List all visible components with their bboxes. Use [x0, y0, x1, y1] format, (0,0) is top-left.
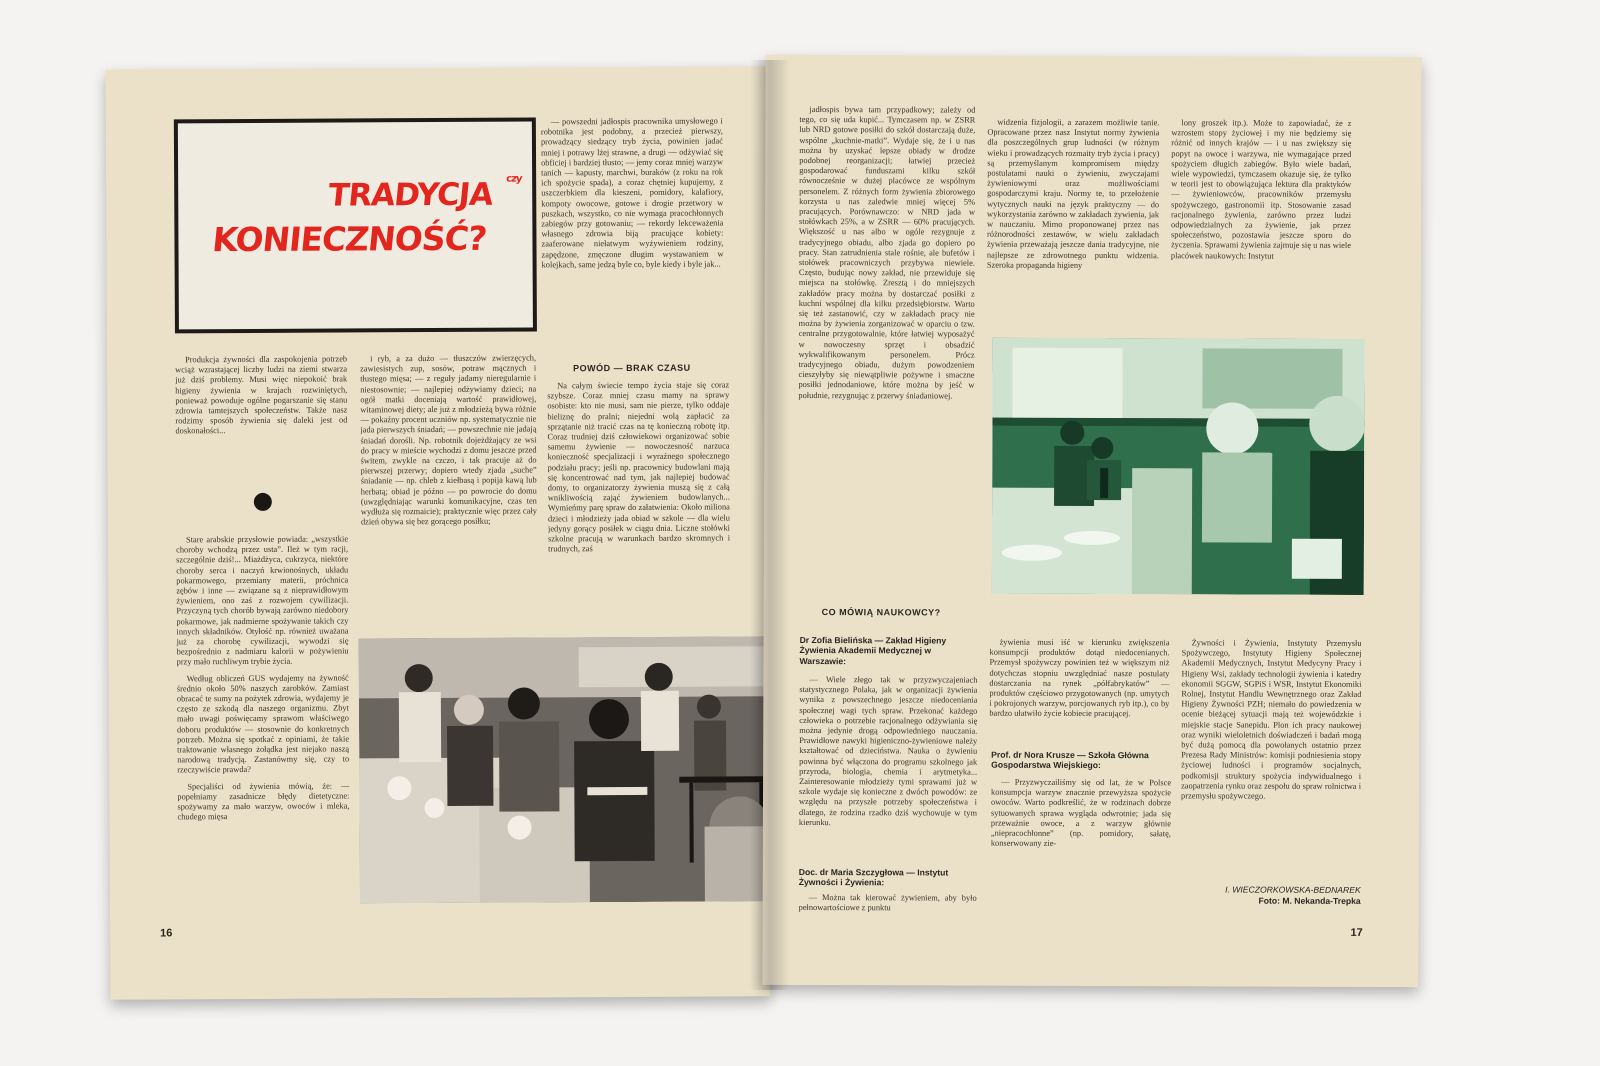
left-col1-text-c: Specjaliści od żywienia mówią, że: — popełniamy zasadnicze błędy dietetyczne: spożywamy za mało warzyw, owoców i mleka, chudego mięsa — [177, 781, 350, 822]
left-col3-text-b: Na całym świecie tempo życia staje się coraz szybsze. Coraz mniej czasu mamy na sprawy osobiste: kto nie musi, sam nie pierze, tylko oddaje bieliznę do pralni; niejedni wolą zapłacić za sprzątanie niż tracić czas na tę konieczną robotę itp. Coraz trudniej dziś człowiekowi organizować sobie samemu żywienie — nowoczesność narzuca konieczność specjalizacji i wyraźnego społecznego podziału pracy; jeśli np. pracownicy budowlani mają się koncentrować nad tym, jak najlepiej budować domy, to organizatorzy żywienia muszą się z całą wnikliwością zająć żywieniem budowlanych... Wymieńmy parę spraw do załatwienia: Około miliona dzieci i młodzieży jada obiad w szkole — dla wielu jedyny gorący posiłek w ciągu dnia. Liczne stołówki szkolne pracują w warunkach bardzo skromnych i trudnych, zaś — [547, 380, 731, 554]
right-col3-top — [1171, 118, 1352, 309]
author-2: Doc. dr Maria Szczygłowa — Instytut Żywności i Żywienia: — [798, 866, 949, 888]
right-col3-text-b: Żywności i Żywienia, Instytuty Przemysłu Spożywczego, Instytuty Higieny Społecznej Akademii Medycznych, Instytut Medycyny Pracy i Higieny Wsi, zakłady technologii żywienia i katedry ekonomii SGGW, SGPiS i WSR, Instytut Ekonomiki Rolnej, Instytut Handlu Wewnętrznego oraz Zakład Higieny Żywności PZH; niemało do powiedzenia w ocenie bieżącej sytuacji mają też wojewódzkie i miejskie stacje Sanepidu. Plon ich pracy naukowej oraz wyniki wieloletnich doświadczeń i badań mogą być dużą pomocą dla powołanych ostatnio przez Prezesa Rady Ministrów: komisji podniesienia stopy życiowej ludności i programów socjalnych, podkomisji struktury spożycia indywidualnego i zaopatrzenia rynku oraz zespołu do spraw rolnictwa i przemysłu spożywczego. — [1181, 638, 1362, 801]
byline: I. WIECZORKOWSKA-BEDNAREK — [1225, 884, 1361, 895]
canteen-photo-1-image — [359, 636, 780, 903]
right-col1-top-b — [798, 531, 976, 592]
credits — [1181, 884, 1361, 907]
title-line-2: KONIECZNOŚĆ? — [210, 218, 488, 260]
left-col3-text: — powszedni jadłospis pracownika umysłowego i robotnika jest podobny, a przecież pierwszy, prowadzący siedzący tryb życia, powinien jadać mniej i potrawy lżej strawne, a drugi — odżywiać się obficiej i bardziej tłusto; — jemy coraz mniej warzyw tanich — kapusty, marchwi, buraków (z roku na rok ich spożycie spada), a coraz chętniej kupujemy, z uszczerbkiem dla kieszeni, pomidory, kalafiory, kompoty owocowe, gotowe i drogie przetwory w puszkach, wszystko, co nie wymaga pracochłonnych zabiegów przy gotowaniu; — rekordy lekceważenia własnego zdrowia biją pracujące kobiety: zaaferowane niełatwym wyżywieniem rodziny, zapędzone, zmęczone długim wystawaniem w kolejkach, same jedzą byle co, byle kiedy i byle jak... — [540, 116, 724, 270]
right-col1-bottom — [799, 675, 978, 864]
page-number-left: 16 — [160, 927, 173, 940]
left-col1-text: Stare arabskie przysłowie powiada: „wszystkie choroby wchodzą przez usta”. Ileż w tym racji, szczególnie dziś!... Miażdżyca, cukrzyca, niektóre choroby serca i naczyń krwionośnych, układu pokarmowego, przemiany materii, próchnica zębów i inne — związane są z nieprawidłowym żywieniem, ono zaś z rozwojem cywilizacji. Przyczyną tych chorób bywają zarówno niedobory pokarmowe, jak nadmierne spożywanie takich czy innych składników. Otyłość np. również uważana już za chorobę cywilizacji, wywodzi się bezpośrednio z nadmiaru kalorii w pożywieniu przy mało ruchliwym trybie życia. — [176, 534, 349, 667]
right-col1-top — [798, 105, 975, 521]
left-col2-text: i ryb, a za dużo — tłuszczów zwierzęcych, zawiesistych zup, sosów, potraw mącznych i tłustego mięsa; — z reguły jadamy nieregularnie i niestosownie; — najlepiej odżywiamy dzieci; na ogół matki doceniają wartość prawidłowej, witaminowej diety; ale już z młodzieżą bywa różnie — pokaźny procent uczniów np. systematycznie nie jada pierwszych śniadań; — powszechnie nie jadają śniadań dorośli. Np. robotnik dojeżdżający ze wsi do pracy w mieście wychodzi z domu jeszcze przed świtem, zwykle na czczo, i tak pracuje aż do pierwszej przerwy; dopiero wtedy zjada „suche” śniadanie — np. chleb z kiełbasą i popija kawą lub herbatą; obiad je późno — po powrocie do domu (uwzględniając warunki komunikacyjne, czas ten wydłuża się rozmaicie); praktycznie więc przez cały dzień obywa się bez gorącego posiłku; — [360, 353, 537, 527]
left-col3-top — [541, 117, 724, 348]
right-col2-bottom — [989, 638, 1169, 749]
intro-paragraph: Produkcja żywności dla zaspokojenia potrzeb wciąż wzrastającej liczby ludzi na ziemi stwarza już dziś problemy. Musi więc niepokoić brak higieny żywienia w krajach rozwiniętych, ponieważ powoduje ogólne pogarszanie się stanu zdrowia tamtejszych społeczeństw. Także nasz rodzimy sposób żywienia się daleki jest od doskonałości... — [175, 354, 348, 436]
right-col2-top — [987, 118, 1160, 309]
title-line-1: TRADYCJA — [326, 176, 495, 214]
photo-credit: Foto: M. Nekanda-Trepka — [1258, 895, 1361, 906]
canteen-photo-1 — [359, 636, 780, 903]
author-3: Prof. dr Nora Krusze — Szkoła Główna Gospodarstwa Wiejskiego: — [991, 749, 1149, 771]
right-col2-text-c: — Przyzwyczailiśmy się od lat, że w Polsce konsumpcja warzyw znacznie przewyższa spożycie owoców. Warto podkreślić, że w rodzinach dobrze sytuowanych sprawa wygląda odwrotnie; jada się przeważnie owoce, a z warzyw głównie „niepracochłonne” (np. pomidory, sałatę, konserwowany zie- — [990, 777, 1172, 849]
right-col2-text: widzenia fizjologii, a zarazem możliwie tanie. Opracowane przez nasz Instytut normy żywienia dla poszczególnych grup ludności (w różnym wieku i prowadzących rozmaity tryb życia i pracy) są przemyślanym kompromisem między postulatami nauki o żywieniu, zwyczajami żywieniowymi oraz możliwościami gospodarczymi kraju. Normy te, to przełożenie wytycznych nauki na język praktyczny — do wykorzystania zarówno w zakładach żywienia, jak w nauczaniu. Mimo proponowanej przez nas różnorodności zestawów, w wielu zakładach żywienia przeważają jeszcze dania tradycyjne, nie najlepsze ze zdrowotnego punktu widzenia. Szeroka propaganda higieny — [986, 117, 1160, 270]
left-col3-bottom — [547, 380, 730, 625]
right-col3-text: lony groszek itp.). Może to zapowiadać, że z wzrostem stopy życiowej i my nie będziemy się różnić od innych krajów — i u nas zwiększy się popyt na owoce i warzywa, nie wymagające przed spożyciem długich zabiegów. Było wiele badań, wiele wypowiedzi, tymczasem okazuje się, że tylko w teorii jest to obowiązująca lektura dla praktyków — żywieniowców, pracowników przemysłu spożywczego, gastronomii itp. Stosowanie zasad racjonalnego żywienia, zarówno przez ludzi odpowiedzialnych za żywienie, jak przez społeczeństwo, pozostawia jeszcze sporo do życzenia. Sprawami żywienia zajmuje się u nas wiele placówek naukowych: Instytut — [1170, 118, 1352, 261]
left-col2 — [360, 353, 537, 624]
subhead-co-mowia-naukowcy: CO MÓWIĄ NAUKOWCY? — [821, 607, 941, 618]
right-col1-text-b: — Wiele złego tak w przyzwyczajeniach statystycznego Polaka, jak w organizacji żywienia wynika z powszechnego jeszcze niedoceniania społecznej wagi tych spraw. Przekonać każdego człowieka o potrzebie racjonalnego odżywiania się można jedynie drogą odpowiedniego nauczania. Prawidłowe nawyki higieniczno-żywieniowe należy kształtować od dzieciństwa. Nauka o żywieniu powinna być włączona do programu szkolnego jak przyroda, biologia, chemia i arytmetyka... Zainteresowanie młodzieży tymi sprawami już w szkole wydaje się konieczne z dwóch powodów: ze względu na przyszłe potrzeby społeczeństwa i dlatego, że rodzina rzadko dziś wychowuje w tym kierunku. — [798, 675, 978, 827]
canteen-photo-2 — [992, 338, 1365, 595]
right-col1-text: jadłospis bywa tam przypadkowy; zależy od tego, co się uda kupić... Tymczasem np. w ZSRR lub NRD gotowe posiłki do szkół dostarczają duże, wspólne „kuchnie-matki”. Wydaje się, że i u nas można by uzyskać lepsze obiady w drodze podobnej reorganizacji; łatwiej przecież gospodarować funduszami kilku szkół równocześnie w dużej placówce ze wspólnym personelem. Z różnych form żywienia zbiorowego korzysta u nas zaledwie mniej więcej 5% pracujących. Porównawczo: w NRD jada w stołówkach 25%, a w ZSRR — 60% pracujących. Większość u nas albo w ogóle rezygnuje z tradycyjnego obiadu, albo zjada go dopiero po pracy. Stan zatrudnienia stale rośnie, ale bufetów i stołówek pracowniczych przybywa niewiele. Często, budując nowy zakład, nie przewiduje się miejsca na stołówkę. Zresztą i do mniejszych zakładów pracy można by dostarczać posiłki z kuchni wspólnej dla kilku przedsiębiorstw. Warto się też zastanowić, czy w zakładach pracy nie można by żywienia zorganizować w oparciu o tzw. centralne przygotowalnie, które łatwiej wyposażyć w nowoczesny sprzęt i obsadzić wykwalifikowanym personelem. Prócz tradycyjnego obiadu, dużym powodzeniem cieszyłyby się niewątpliwie pożywne i smaczne posiłki jednodaniowe, które można by jeść w południe, rezygnując z przerwy śniadaniowej. — [798, 105, 976, 401]
title-small-word: czy — [505, 173, 522, 185]
left-col1-text-b: Według obliczeń GUS wydajemy na żywność średnio około 50% naszych zarobków. Zamiast obracać te sumy na pożytek zdrowia, wydajemy je często ze szkodą dla naszego organizmu. Zbyt mało uwagi poświęcamy sprawom właściwego doboru produktów — stosownie do konkretnych potrzeb. Można się spotkać z opiniami, że takie traktowanie własnego żołądka jest niejako naszą narodową tradycją. Zastanówmy się, czy to rzeczywiście prawda? — [176, 673, 350, 775]
right-col1-text-c: — Można tak kierować żywieniem, aby było pełnowartościowe z punktu — [798, 893, 977, 913]
intro-text — [175, 354, 348, 485]
title-box — [174, 117, 537, 333]
left-col1 — [176, 534, 350, 915]
right-page — [762, 55, 1421, 987]
right-col1-end — [799, 893, 977, 924]
right-col3-bottom — [1181, 638, 1362, 889]
bullet-dot — [254, 493, 272, 511]
canteen-photo-2-image — [992, 338, 1365, 595]
left-page — [106, 66, 771, 999]
magazine-spread — [100, 50, 1450, 990]
page-number-right: 17 — [1350, 926, 1363, 939]
author-1: Dr Zofia Bielińska — Zakład Higieny Żywienia Akademii Medycznej w Warszawie: — [799, 634, 947, 666]
right-col2-text-b: żywienia musi iść w kierunku zwiększenia konsumpcji produktów dotąd niedocenianych. Przemysł spożywczy powinien też w większym niż dotychczas stopniu uwzględniać nasze postulaty dostarczania na rynek „półfabrykatów” — produktów częściowo przygotowanych (np. umytych i pokrojonych warzyw, porcjowanych ryb itp.), co by bardzo ułatwiło życie kobiecie pracującej. — [989, 637, 1170, 719]
right-col2-end — [991, 778, 1172, 929]
subhead-brak-czasu: POWÓD — BRAK CZASU — [573, 362, 691, 374]
